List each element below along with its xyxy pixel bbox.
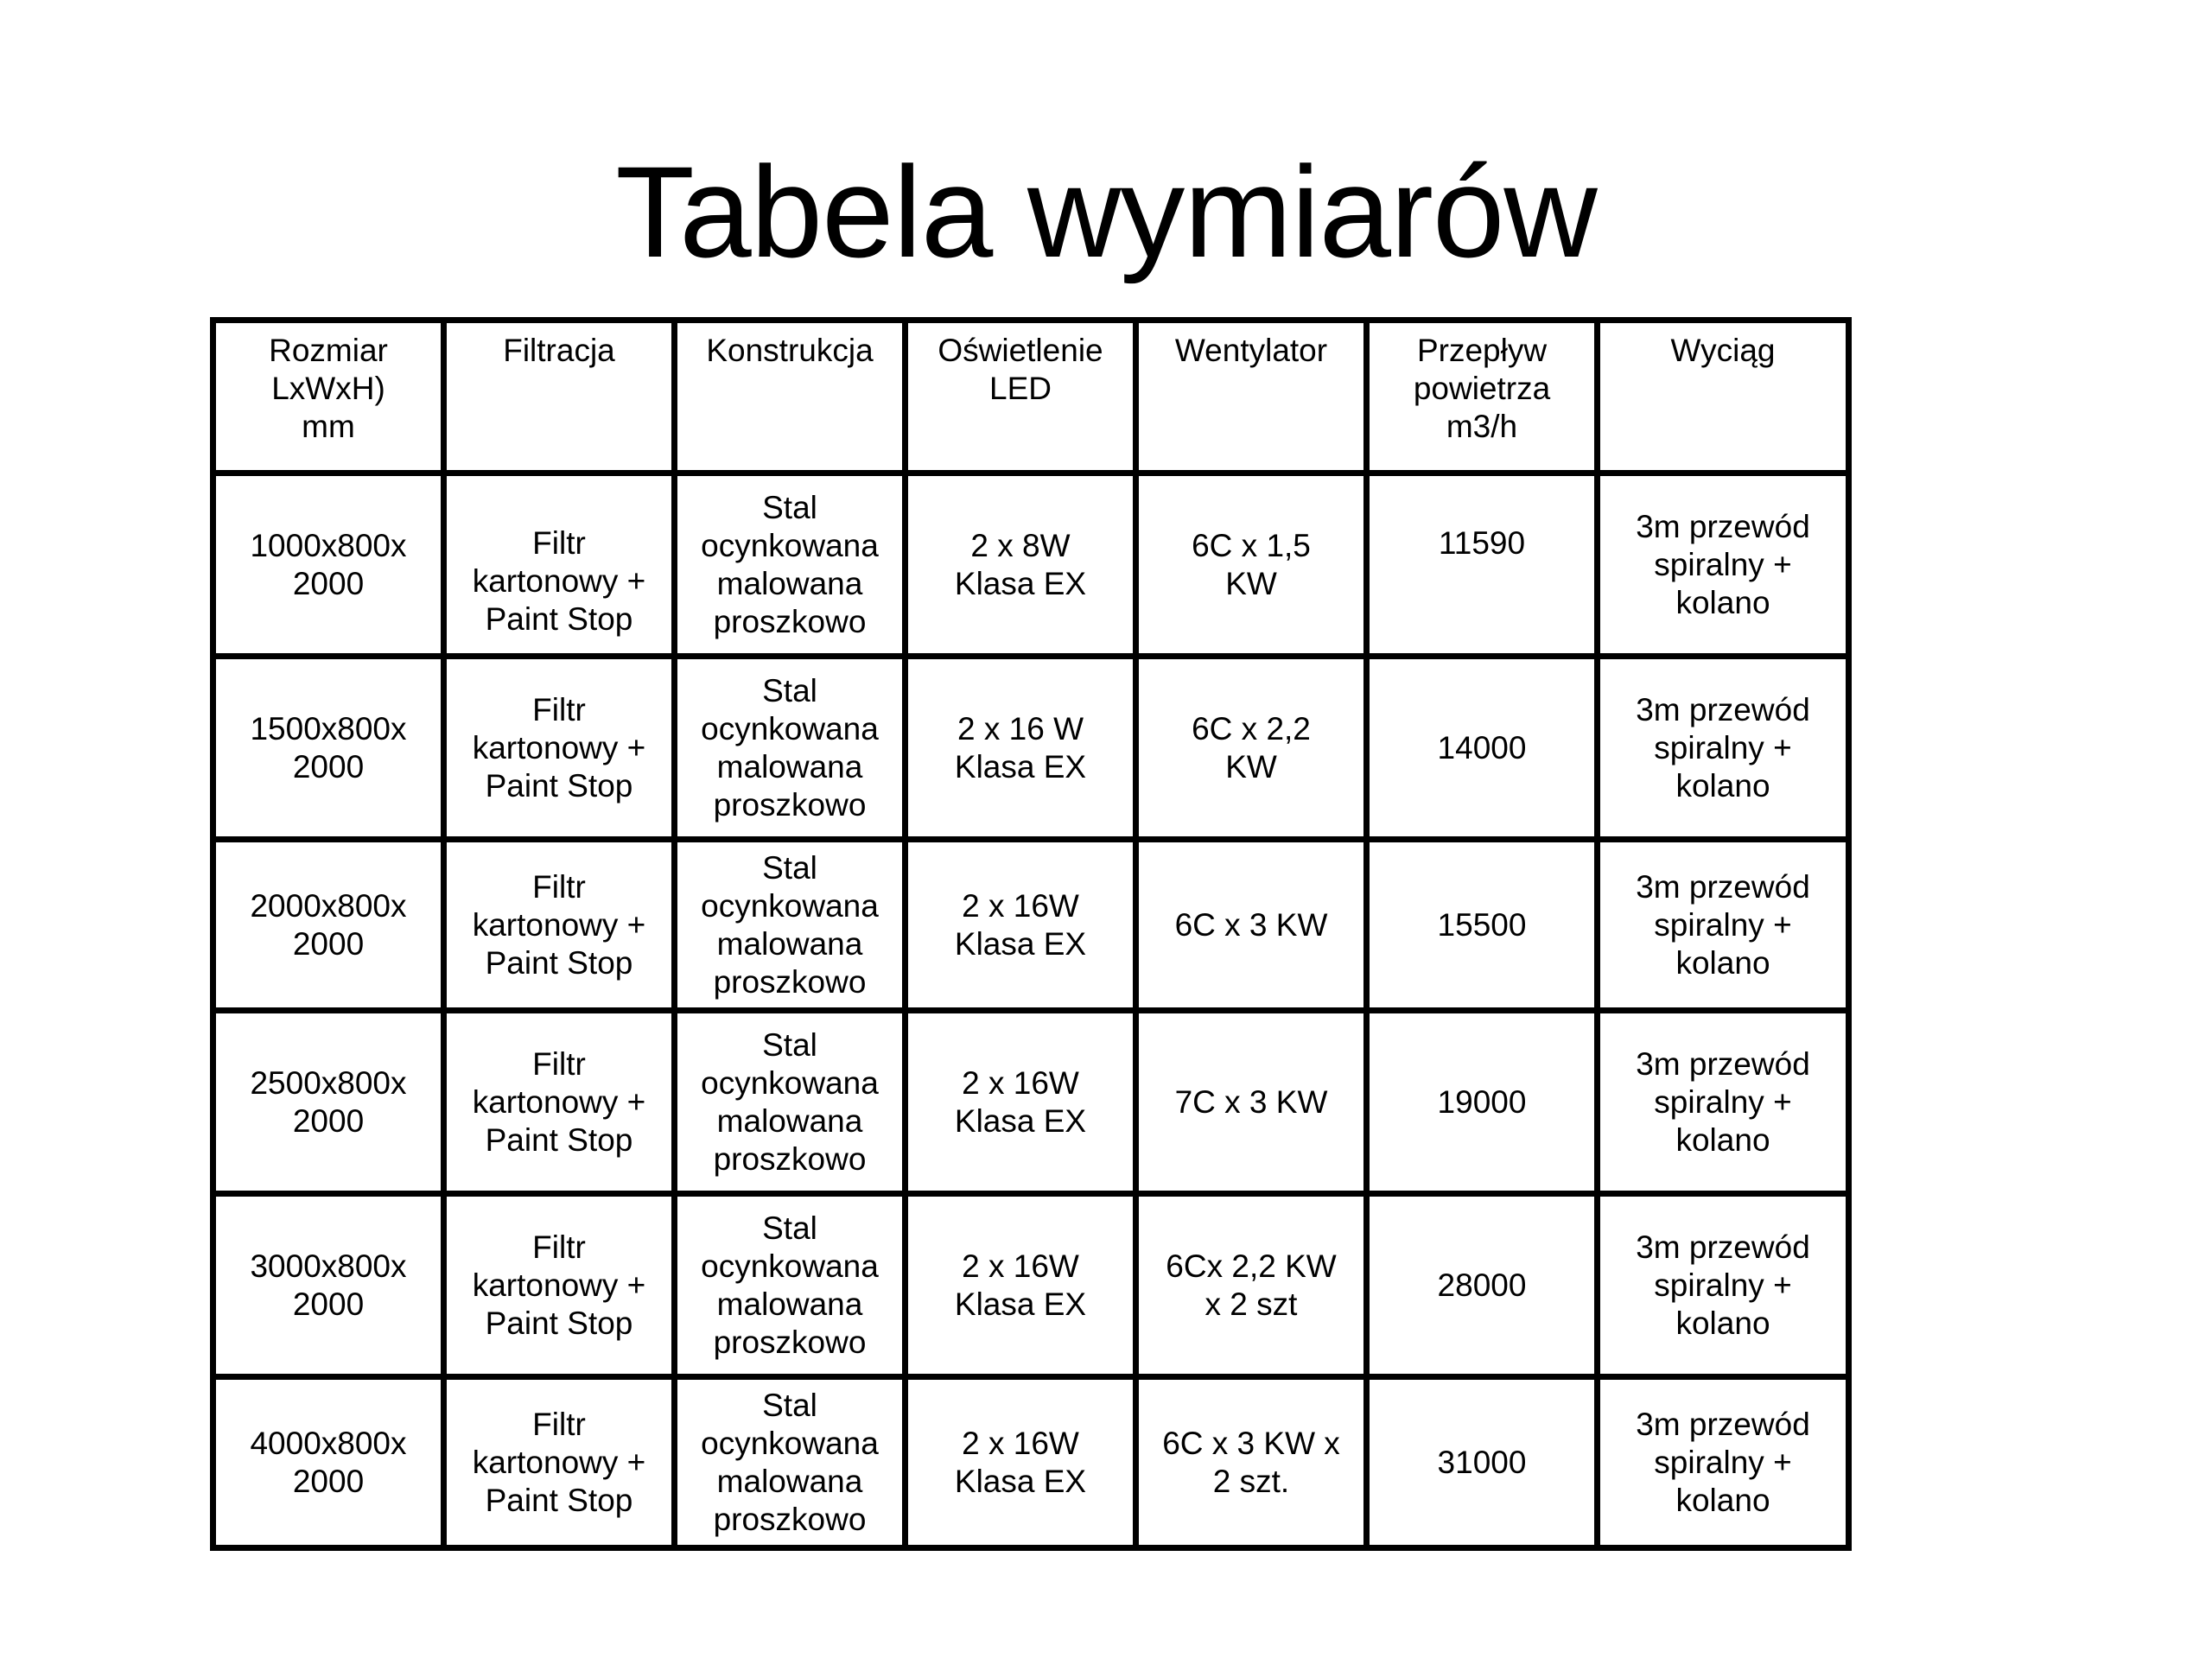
cell-airflow: 19000 bbox=[1367, 1011, 1598, 1194]
cell-airflow: 14000 bbox=[1367, 657, 1598, 840]
cell-fan: 6C x 3 KW bbox=[1136, 840, 1367, 1011]
cell-filtration: Filtr kartonowy + Paint Stop bbox=[444, 1011, 675, 1194]
cell-lighting: 2 x 16W Klasa EX bbox=[906, 840, 1136, 1011]
cell-fan: 7C x 3 KW bbox=[1136, 1011, 1367, 1194]
cell-airflow: 28000 bbox=[1367, 1194, 1598, 1377]
cell-lighting: 2 x 16 W Klasa EX bbox=[906, 657, 1136, 840]
cell-filtration: Filtr kartonowy + Paint Stop bbox=[444, 473, 675, 657]
cell-construction: Stal ocynkowana malowana proszkowo bbox=[675, 1377, 906, 1548]
cell-airflow: 15500 bbox=[1367, 840, 1598, 1011]
cell-filtration: Filtr kartonowy + Paint Stop bbox=[444, 657, 675, 840]
cell-fan: 6C x 3 KW x 2 szt. bbox=[1136, 1377, 1367, 1548]
cell-fan: 6C x 1,5 KW bbox=[1136, 473, 1367, 657]
table-body bbox=[213, 473, 1849, 1548]
table-row bbox=[213, 1377, 1849, 1548]
cell-exhaust: 3m przewód spiralny + kolano bbox=[1598, 840, 1849, 1011]
cell-filtration: Filtr kartonowy + Paint Stop bbox=[444, 840, 675, 1011]
cell-filtration: Filtr kartonowy + Paint Stop bbox=[444, 1377, 675, 1548]
header-size: Rozmiar LxWxH) mm bbox=[213, 321, 444, 473]
cell-size: 4000x800x 2000 bbox=[213, 1377, 444, 1548]
header-exhaust: Wyciąg bbox=[1598, 321, 1849, 473]
dimensions-table-container bbox=[210, 317, 1846, 1551]
table-header bbox=[213, 321, 1849, 473]
header-airflow: Przepływ powietrza m3/h bbox=[1367, 321, 1598, 473]
cell-exhaust: 3m przewód spiralny + kolano bbox=[1598, 1194, 1849, 1377]
cell-fan: 6C x 2,2 KW bbox=[1136, 657, 1367, 840]
cell-airflow: 31000 bbox=[1367, 1377, 1598, 1548]
dimensions-table bbox=[210, 317, 1852, 1551]
cell-lighting: 2 x 8W Klasa EX bbox=[906, 473, 1136, 657]
cell-construction: Stal ocynkowana malowana proszkowo bbox=[675, 1194, 906, 1377]
table-row bbox=[213, 473, 1849, 657]
cell-exhaust: 3m przewód spiralny + kolano bbox=[1598, 1377, 1849, 1548]
table-row bbox=[213, 1194, 1849, 1377]
cell-size: 3000x800x 2000 bbox=[213, 1194, 444, 1377]
header-fan: Wentylator bbox=[1136, 321, 1367, 473]
header-construction: Konstrukcja bbox=[675, 321, 906, 473]
table-row bbox=[213, 1011, 1849, 1194]
cell-airflow: 11590 bbox=[1367, 473, 1598, 657]
cell-construction: Stal ocynkowana malowana proszkowo bbox=[675, 657, 906, 840]
cell-size: 2500x800x 2000 bbox=[213, 1011, 444, 1194]
table-row bbox=[213, 840, 1849, 1011]
cell-construction: Stal ocynkowana malowana proszkowo bbox=[675, 1011, 906, 1194]
header-filtration: Filtracja bbox=[444, 321, 675, 473]
cell-construction: Stal ocynkowana malowana proszkowo bbox=[675, 473, 906, 657]
header-lighting: Oświetlenie LED bbox=[906, 321, 1136, 473]
cell-size: 1000x800x 2000 bbox=[213, 473, 444, 657]
cell-exhaust: 3m przewód spiralny + kolano bbox=[1598, 473, 1849, 657]
cell-fan: 6Cx 2,2 KW x 2 szt bbox=[1136, 1194, 1367, 1377]
cell-exhaust: 3m przewód spiralny + kolano bbox=[1598, 1011, 1849, 1194]
header-row bbox=[213, 321, 1849, 473]
cell-size: 2000x800x 2000 bbox=[213, 840, 444, 1011]
table-row bbox=[213, 657, 1849, 840]
cell-size: 1500x800x 2000 bbox=[213, 657, 444, 840]
cell-filtration: Filtr kartonowy + Paint Stop bbox=[444, 1194, 675, 1377]
cell-construction: Stal ocynkowana malowana proszkowo bbox=[675, 840, 906, 1011]
page-title: Tabela wymiarów bbox=[615, 139, 1597, 284]
cell-exhaust: 3m przewód spiralny + kolano bbox=[1598, 657, 1849, 840]
cell-lighting: 2 x 16W Klasa EX bbox=[906, 1011, 1136, 1194]
cell-lighting: 2 x 16W Klasa EX bbox=[906, 1377, 1136, 1548]
cell-lighting: 2 x 16W Klasa EX bbox=[906, 1194, 1136, 1377]
